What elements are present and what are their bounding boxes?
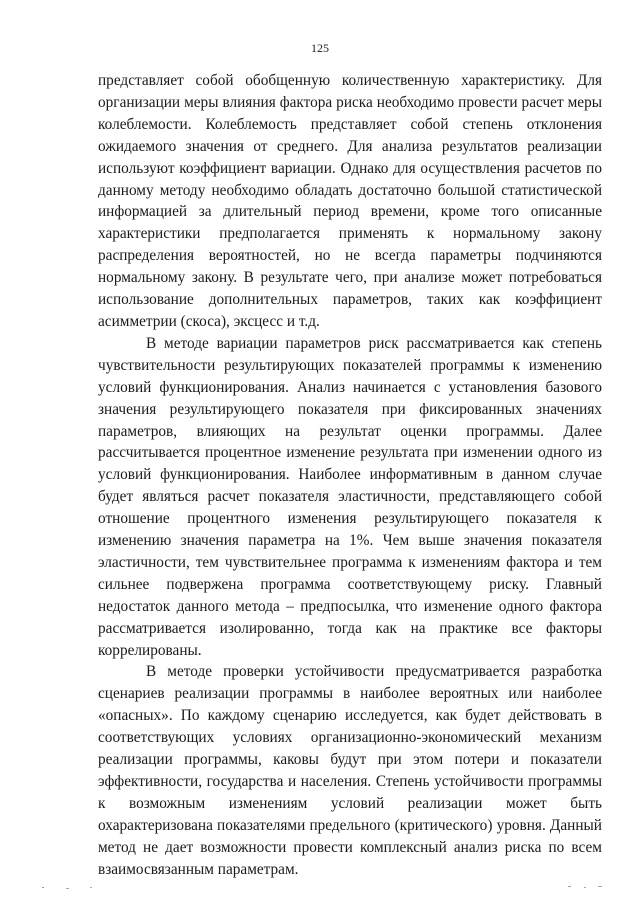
paragraph-1: представляет собой обобщенную количественную характеристику. Для организации меры влияния фактора риска необходимо провести расчет меры колеблемости. Колеблемость представляет собой степень отклонения ожидаемого значения от среднего. Для анализа результатов реализации используют коэффициент вариации. Однако для осуществления расчетов по данному методу необходимо обладать достаточно большой статистической информацией за длительный период времени, кроме того описанные характеристики предполагается применять к нормальному закону распределения вероятностей, но не всегда параметры подчиняются нормальному закону. В результате чего, при анализе может потребоваться использование дополнительных параметров, таких как коэффициент асимметрии (скоса), эксцесс и т.д. [98,72,602,330]
scan-noise [0,875,640,905]
page-number: 125 [311,41,329,55]
paragraph-3: В методе проверки устойчивости предусматривается разработка сценариев реализации программы в наиболее вероятных или наиболее «опасных». По каждому сценарию исследуется, как будет действовать в соответствующих условиях организационно-экономический механизм реализации программы, каковы будут при этом потери и показатели эффективности, государства и населения. Степень устойчивости программы к возможным изменениям условий реализации может быть охарактеризована показателями предельного (критического) уровня. Данный метод не дает возможности провести комплексный анализ риска по всем взаимосвязанным параметрам. [98,663,602,878]
paragraph-2: В методе вариации параметров риск рассматривается как степень чувствительности результирующих показателей программы к изменению условий функционирования. Анализ начинается с установления базового значения результирующего показателя при фиксированных значениях параметров, влияющих на результат оценки программы. Далее рассчитывается процентное изменение результата при изменении одного из условий функционирования. Наиболее информативным в данном случае будет являться расчет показателя эластичности, представляющего собой отношение процентного изменения результирующего показателя к изменению значения параметра на 1%. Чем выше значения показателя эластичности, тем чувствительнее программа к изменениям фактора и тем сильнее подвержена программа соответствующему риску. Главный недостаток данного метода – предпосылка, что изменение одного фактора рассматривается изолированно, тогда как на практике все факторы коррелированы. [98,334,602,659]
body-text [98,70,602,881]
